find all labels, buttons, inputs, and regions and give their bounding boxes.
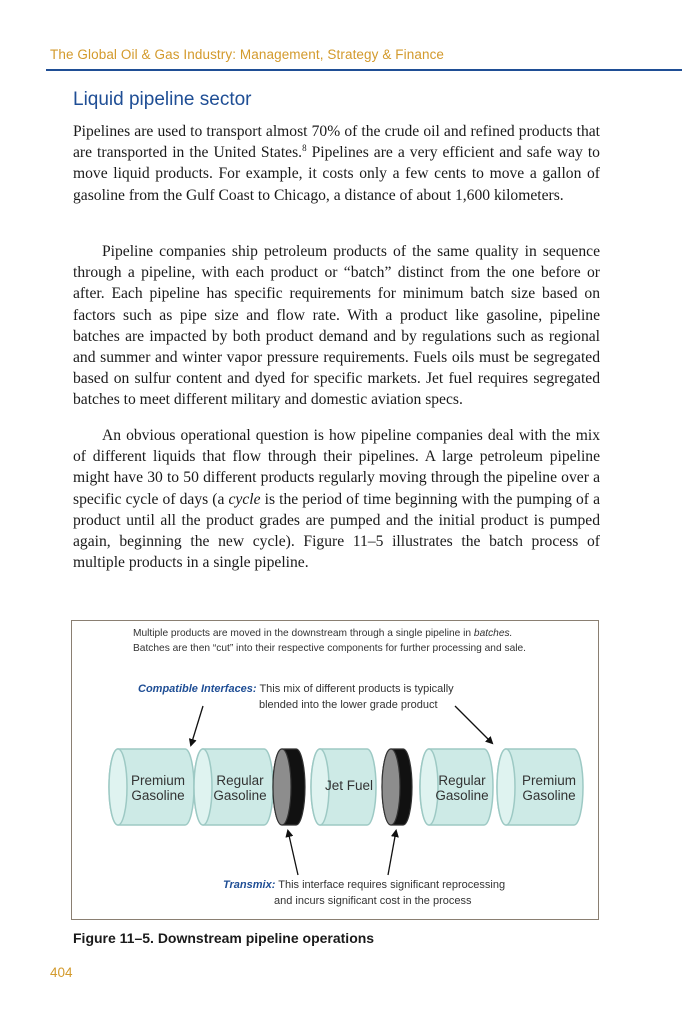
paragraph-1-text-a: Pipelines are used to transport almost 70% of the crude oil and refined products that are transported in the United States. — [73, 123, 600, 162]
compatible-arrow-left — [191, 706, 203, 745]
section-title: Liquid pipeline sector — [73, 89, 252, 110]
footnote-reference[interactable]: 8 — [302, 143, 307, 154]
figure-box — [71, 620, 599, 920]
paragraph-3-text-a: An obvious operational question is how pipeline companies deal with the mix of different liquids that flow through their pipelines. A large petroleum pipeline might have 30 to 50 different products regularly moving through the pipeline over a specific cycle of days (a — [73, 427, 600, 508]
pipeline-diagram — [72, 621, 598, 919]
batch-5-label-line1: Premium — [521, 773, 577, 788]
figure-intro-line2: Batches are then “cut” into their respective components for further processing and sale. — [133, 643, 526, 654]
transmix-arrow-right — [388, 831, 396, 875]
batch-4-label-line2: Gasoline — [435, 788, 489, 803]
paragraph-2: Pipeline companies ship petroleum products of the same quality in sequence through a pipeline, with each product or “batch” distinct from the one before or after. Each pipeline has specific requirements for minimum batch size based on factors such as pipe size and flow rate. With a product like gasoline, pipeline batches are impacted by both product demand and by regulations such as regional and summer and winter vapor pressure requirements. Fuels oils must be segregated based on sulfur content and dyed for specific markets. Jet fuel requires segregated batches to meet different military and domestic aviation specs. — [73, 243, 600, 409]
paragraph-1 — [73, 121, 600, 206]
compatible-interfaces-line2: blended into the lower grade product — [259, 699, 438, 711]
transmix-arrow-left — [288, 831, 298, 875]
figure-caption: Figure 11–5. Downstream pipeline operations — [73, 930, 375, 946]
paragraph-3-text-b: is the period of time beginning with the pumping of a product until all the product grades are pumped and the initial product is pumped again, beginning the new cycle). Figure 11–5 illustrates the batch process of multiple products in a single pipeline. — [73, 490, 601, 572]
compatible-interfaces-line1: This mix of different products is typically — [256, 683, 454, 695]
transmix-interface-1 — [273, 749, 305, 825]
transmix-note — [223, 877, 505, 909]
batch-1-label-line1: Premium — [130, 773, 186, 788]
batch-1-label-line2: Gasoline — [131, 788, 185, 803]
batch-2-label-line2: Gasoline — [213, 788, 267, 803]
paragraph-1-text-b: Pipelines are a very efficient and safe way to move liquid products. For example, it costs only a few cents to move a gallon of gasoline from the Gulf Coast to Chicago, a distance of about 1,600 kilometers. — [73, 144, 600, 204]
transmix-interface-2 — [382, 749, 412, 825]
page-number: 404 — [50, 965, 73, 980]
paragraph-3 — [73, 425, 600, 573]
batch-3-label-line1: Jet Fuel — [324, 778, 374, 793]
batch-5-label-line2: Gasoline — [522, 788, 576, 803]
compatible-interfaces-term: Compatible Interfaces: — [138, 683, 257, 695]
transmix-line1: This interface requires significant reprocessing — [275, 879, 506, 891]
figure-intro-italic: batches. — [473, 628, 513, 639]
cycle-term: cycle — [228, 490, 261, 508]
transmix-line2: and incurs significant cost in the process — [274, 895, 472, 907]
figure-intro-line1: Multiple products are moved in the downstream through a single pipeline in — [133, 628, 474, 639]
batch-4-label-line1: Regular — [438, 773, 486, 788]
batch-2-label-line1: Regular — [216, 773, 264, 788]
compatible-arrow-right — [455, 706, 492, 743]
transmix-term: Transmix: — [223, 879, 276, 891]
header-rule — [46, 69, 682, 71]
running-header: The Global Oil & Gas Industry: Management, Strategy & Finance — [50, 47, 445, 62]
